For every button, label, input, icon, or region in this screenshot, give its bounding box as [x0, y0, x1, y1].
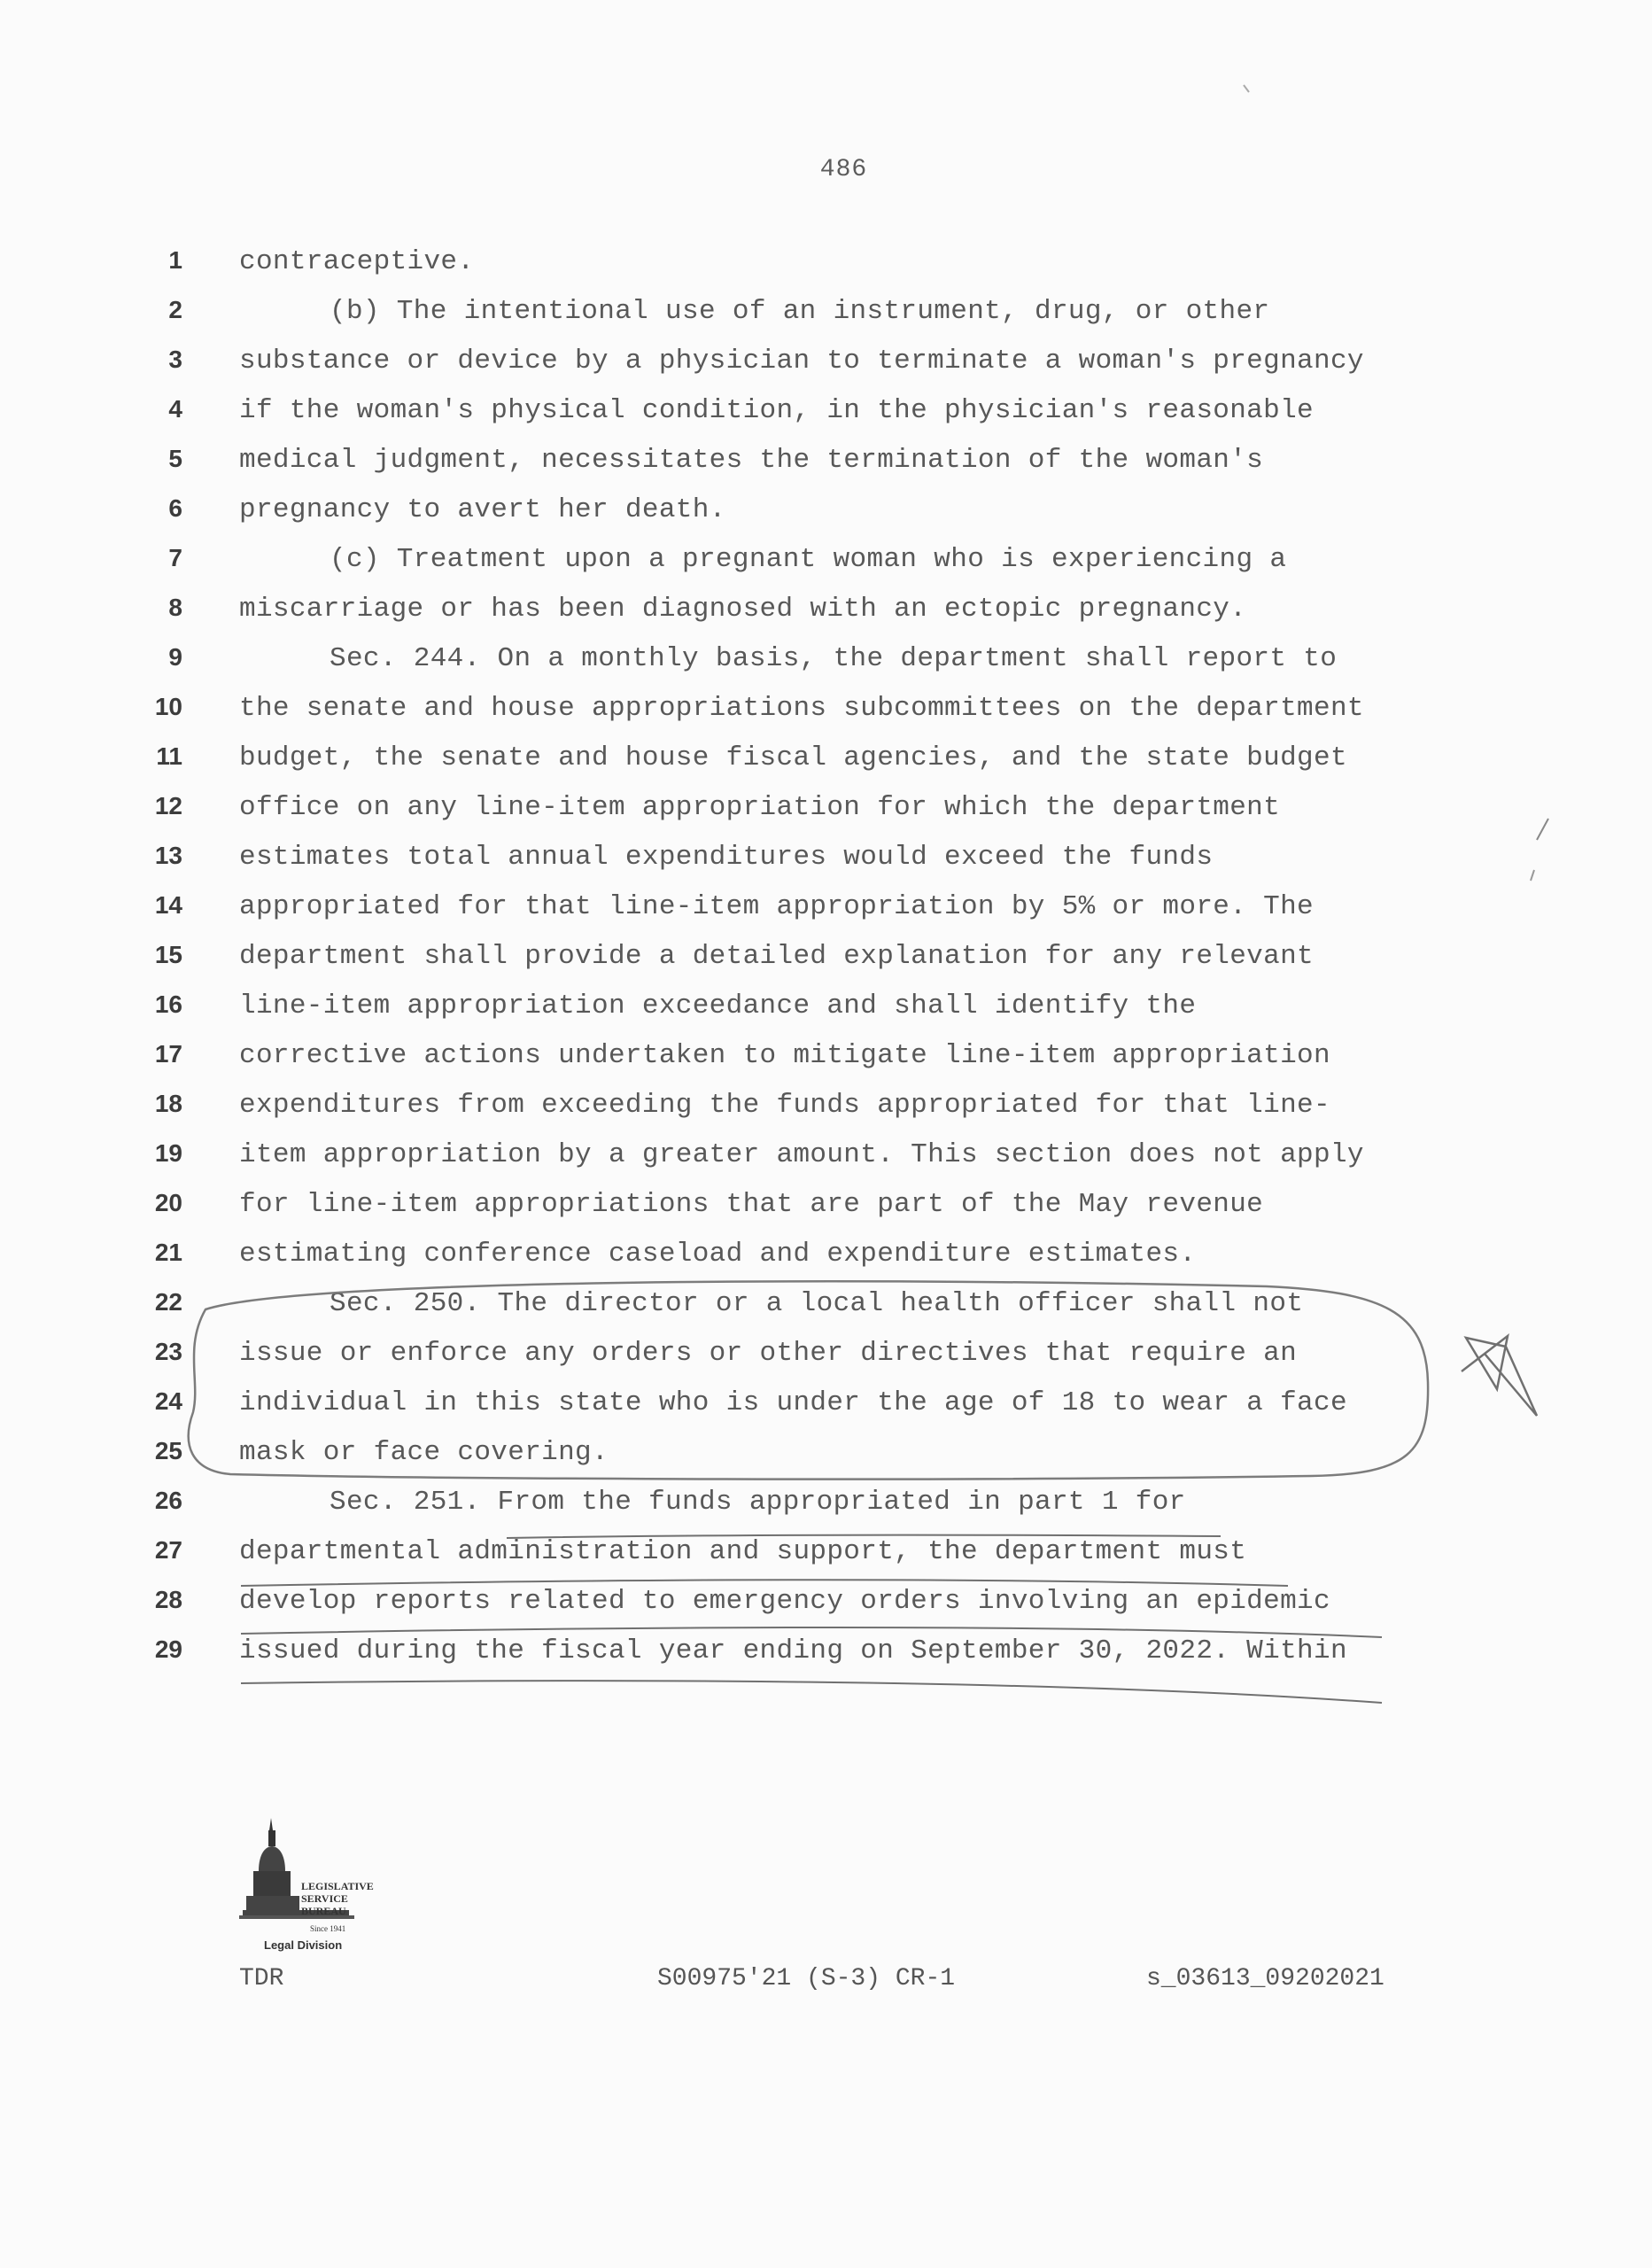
text-line — [0, 1231, 1652, 1281]
line-number: 15 — [154, 941, 182, 968]
text-line — [0, 537, 1652, 586]
text-line — [0, 586, 1652, 636]
line-number: 26 — [154, 1487, 182, 1514]
line-text: office on any line-item appropriation for which the department — [239, 792, 1281, 823]
underline-line-29 — [241, 1681, 1382, 1703]
text-line — [0, 934, 1652, 983]
line-text: mask or face covering. — [239, 1437, 609, 1468]
line-text: corrective actions undertaken to mitigate line-item appropriation — [239, 1040, 1330, 1071]
text-line — [0, 1083, 1652, 1132]
line-text: substance or device by a physician to terminate a woman's pregnancy — [239, 346, 1364, 377]
line-text: (c) Treatment upon a pregnant woman who is experiencing a — [330, 544, 1287, 575]
logo-since: Since 1941 — [310, 1924, 346, 1933]
line-number: 12 — [154, 792, 182, 819]
text-line — [0, 785, 1652, 835]
line-number: 16 — [154, 990, 182, 1018]
line-number: 19 — [154, 1139, 182, 1167]
line-number: 27 — [154, 1536, 182, 1564]
text-line — [0, 388, 1652, 438]
footer-initials: TDR — [239, 1965, 284, 1992]
text-line — [0, 338, 1652, 388]
line-text: Sec. 244. On a monthly basis, the department shall report to — [330, 643, 1338, 674]
footer-doc-code: s_03613_09202021 — [1146, 1965, 1384, 1992]
line-number: 8 — [168, 594, 182, 621]
line-text: line-item appropriation exceedance and shall identify the — [239, 990, 1197, 1021]
line-number: 14 — [154, 891, 182, 919]
line-number: 23 — [154, 1338, 182, 1365]
line-text: medical judgment, necessitates the termination of the woman's — [239, 445, 1264, 476]
line-number: 21 — [154, 1239, 182, 1266]
line-number: 7 — [168, 544, 182, 571]
text-line — [0, 636, 1652, 686]
text-line — [0, 487, 1652, 537]
line-number: 5 — [168, 445, 182, 472]
line-number: 24 — [154, 1387, 182, 1415]
text-line — [0, 835, 1652, 884]
text-line — [0, 1628, 1652, 1678]
line-number: 28 — [154, 1586, 182, 1613]
text-line — [0, 1132, 1652, 1182]
footer-bill-id: S00975'21 (S-3) CR-1 — [657, 1965, 956, 1992]
text-line — [0, 884, 1652, 934]
line-number: 6 — [168, 494, 182, 522]
line-text: issued during the fiscal year ending on September 30, 2022. Within — [239, 1635, 1347, 1666]
line-number: 10 — [154, 693, 182, 720]
line-number: 1 — [168, 246, 182, 274]
line-text: estimates total annual expenditures would exceed the funds — [239, 842, 1214, 873]
line-text: contraceptive. — [239, 246, 475, 277]
line-text: miscarriage or has been diagnosed with an ectopic pregnancy. — [239, 594, 1247, 625]
logo-wordmark: LEGISLATIVE SERVICE BUREAU — [301, 1880, 374, 1917]
text-line — [0, 1579, 1652, 1628]
line-text: item appropriation by a greater amount. This section does not apply — [239, 1139, 1364, 1170]
line-text: Sec. 251. From the funds appropriated in part 1 for — [330, 1487, 1186, 1518]
line-text: issue or enforce any orders or other directives that require an — [239, 1338, 1298, 1369]
line-number: 18 — [154, 1090, 182, 1117]
text-line — [0, 983, 1652, 1033]
text-line — [0, 1033, 1652, 1083]
line-text: develop reports related to emergency orders involving an epidemic — [239, 1586, 1330, 1617]
text-line — [0, 1480, 1652, 1529]
line-text: pregnancy to avert her death. — [239, 494, 726, 525]
line-number: 4 — [168, 395, 182, 423]
text-line — [0, 735, 1652, 785]
lsb-logo — [239, 1818, 374, 1952]
line-text: individual in this state who is under the age of 18 to wear a face — [239, 1387, 1347, 1418]
line-text: departmental administration and support, the department must — [239, 1536, 1247, 1567]
line-text: (b) The intentional use of an instrument, drug, or other — [330, 296, 1270, 327]
text-line — [0, 1430, 1652, 1480]
line-number: 20 — [154, 1189, 182, 1216]
line-number: 17 — [154, 1040, 182, 1068]
line-number: 9 — [168, 643, 182, 671]
line-number: 3 — [168, 346, 182, 373]
line-number: 25 — [154, 1437, 182, 1464]
stray-mark — [1244, 85, 1249, 92]
text-line — [0, 1182, 1652, 1231]
logo-division: Legal Division — [264, 1938, 343, 1952]
text-line — [0, 289, 1652, 338]
text-line — [0, 438, 1652, 487]
line-text: appropriated for that line-item appropriation by 5% or more. The — [239, 891, 1314, 922]
line-text: for line-item appropriations that are part of the May revenue — [239, 1189, 1264, 1220]
line-text: department shall provide a detailed explanation for any relevant — [239, 941, 1314, 972]
line-number: 22 — [154, 1288, 182, 1316]
line-text: if the woman's physical condition, in the physician's reasonable — [239, 395, 1314, 426]
text-line — [0, 1529, 1652, 1579]
page-number: 486 — [819, 156, 868, 183]
line-text: expenditures from exceeding the funds appropriated for that line- — [239, 1090, 1330, 1121]
text-line — [0, 1281, 1652, 1331]
line-number: 11 — [156, 742, 182, 770]
line-text: estimating conference caseload and expenditure estimates. — [239, 1239, 1197, 1270]
line-text: budget, the senate and house fiscal agencies, and the state budget — [239, 742, 1347, 773]
line-text: the senate and house appropriations subcommittees on the department — [239, 693, 1364, 724]
line-number: 13 — [154, 842, 182, 869]
text-line — [0, 239, 1652, 289]
line-number: 29 — [154, 1635, 182, 1663]
text-line — [0, 1380, 1652, 1430]
line-number: 2 — [168, 296, 182, 323]
line-text: Sec. 250. The director or a local health officer shall not — [330, 1288, 1304, 1319]
text-line — [0, 1331, 1652, 1380]
text-line — [0, 686, 1652, 735]
